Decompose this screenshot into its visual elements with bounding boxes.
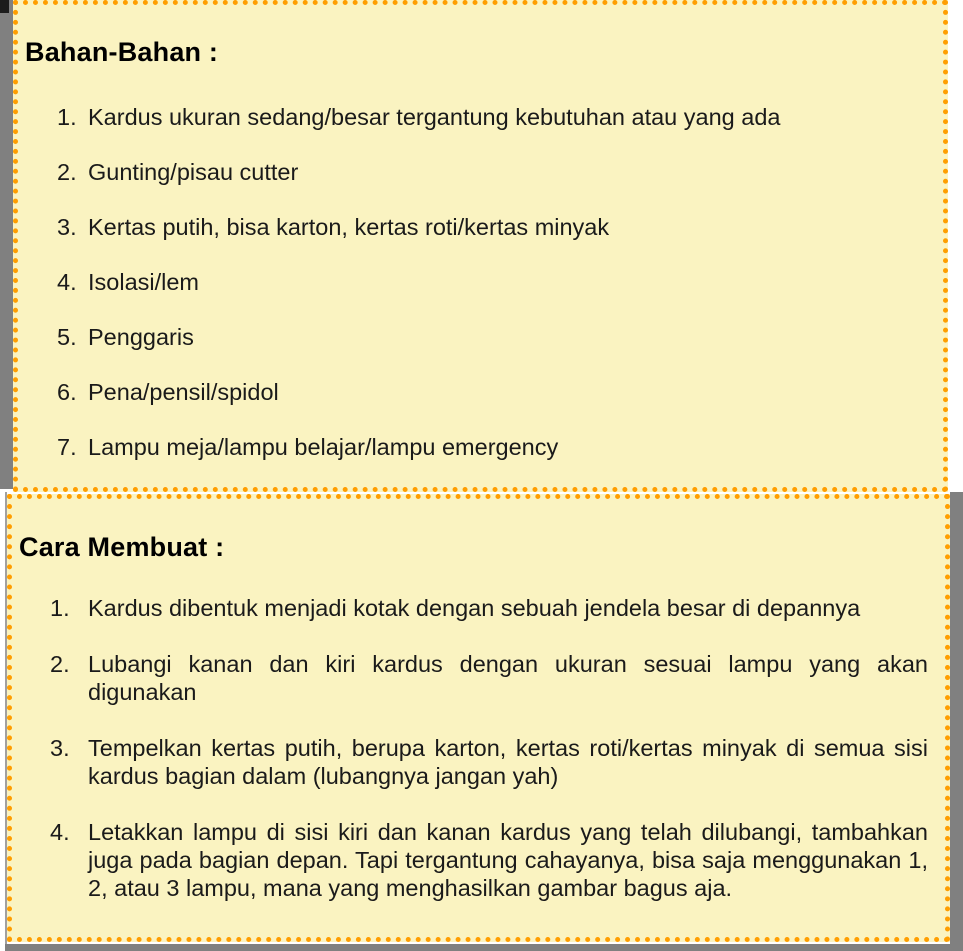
list-item xyxy=(50,650,928,706)
list-item xyxy=(50,734,928,790)
bottom-gray-band xyxy=(5,944,963,951)
steps-panel xyxy=(7,494,950,942)
list-item xyxy=(57,378,943,406)
item-text: Kardus ukuran sedang/besar tergantung kebutuhan atau yang ada xyxy=(88,104,781,130)
list-item xyxy=(57,103,943,131)
item-number: 7. xyxy=(57,434,77,460)
list-item xyxy=(50,594,928,622)
list-item xyxy=(57,158,943,186)
item-text: Letakkan lampu di sisi kiri dan kanan kardus yang telah dilubangi, tambahkan juga pada bagian depan. Tapi tergantung cahayanya, bisa saja menggunakan 1, 2, atau 3 lampu, mana yang menghasilkan gambar bagus aja. xyxy=(88,819,928,901)
materials-panel xyxy=(13,0,948,492)
item-number: 6. xyxy=(57,379,77,405)
item-text: Gunting/pisau cutter xyxy=(88,159,299,185)
list-item xyxy=(57,433,943,461)
right-gray-band xyxy=(950,492,963,951)
item-number: 3. xyxy=(57,214,77,240)
item-text: Tempelkan kertas putih, berupa karton, kertas roti/kertas minyak di semua sisi kardus bagian dalam (lubangnya jangan yah) xyxy=(88,735,928,789)
top-left-corner-fragment xyxy=(0,0,9,13)
item-number: 2. xyxy=(50,651,70,677)
list-item xyxy=(57,213,943,241)
list-item xyxy=(50,818,928,902)
item-text: Isolasi/lem xyxy=(88,269,200,295)
item-text: Lampu meja/lampu belajar/lampu emergency xyxy=(88,434,559,460)
item-text: Kardus dibentuk menjadi kotak dengan sebuah jendela besar di depannya xyxy=(88,595,861,621)
item-text: Penggaris xyxy=(88,324,194,350)
materials-heading: Bahan-Bahan : xyxy=(25,37,219,67)
steps-list xyxy=(12,594,945,902)
left-gray-band xyxy=(0,0,13,489)
item-text: Lubangi kanan dan kiri kardus dengan ukuran sesuai lampu yang akan digunakan xyxy=(88,651,928,705)
item-number: 4. xyxy=(57,269,77,295)
list-item xyxy=(57,323,943,351)
item-text: Pena/pensil/spidol xyxy=(88,379,279,405)
item-number: 5. xyxy=(57,324,77,350)
materials-list xyxy=(18,103,943,461)
item-text: Kertas putih, bisa karton, kertas roti/kertas minyak xyxy=(88,214,610,240)
list-item xyxy=(57,268,943,296)
item-number: 2. xyxy=(57,159,77,185)
item-number: 3. xyxy=(50,735,70,761)
steps-heading: Cara Membuat : xyxy=(19,532,225,562)
item-number: 4. xyxy=(50,819,70,845)
item-number: 1. xyxy=(50,595,70,621)
item-number: 1. xyxy=(57,104,77,130)
